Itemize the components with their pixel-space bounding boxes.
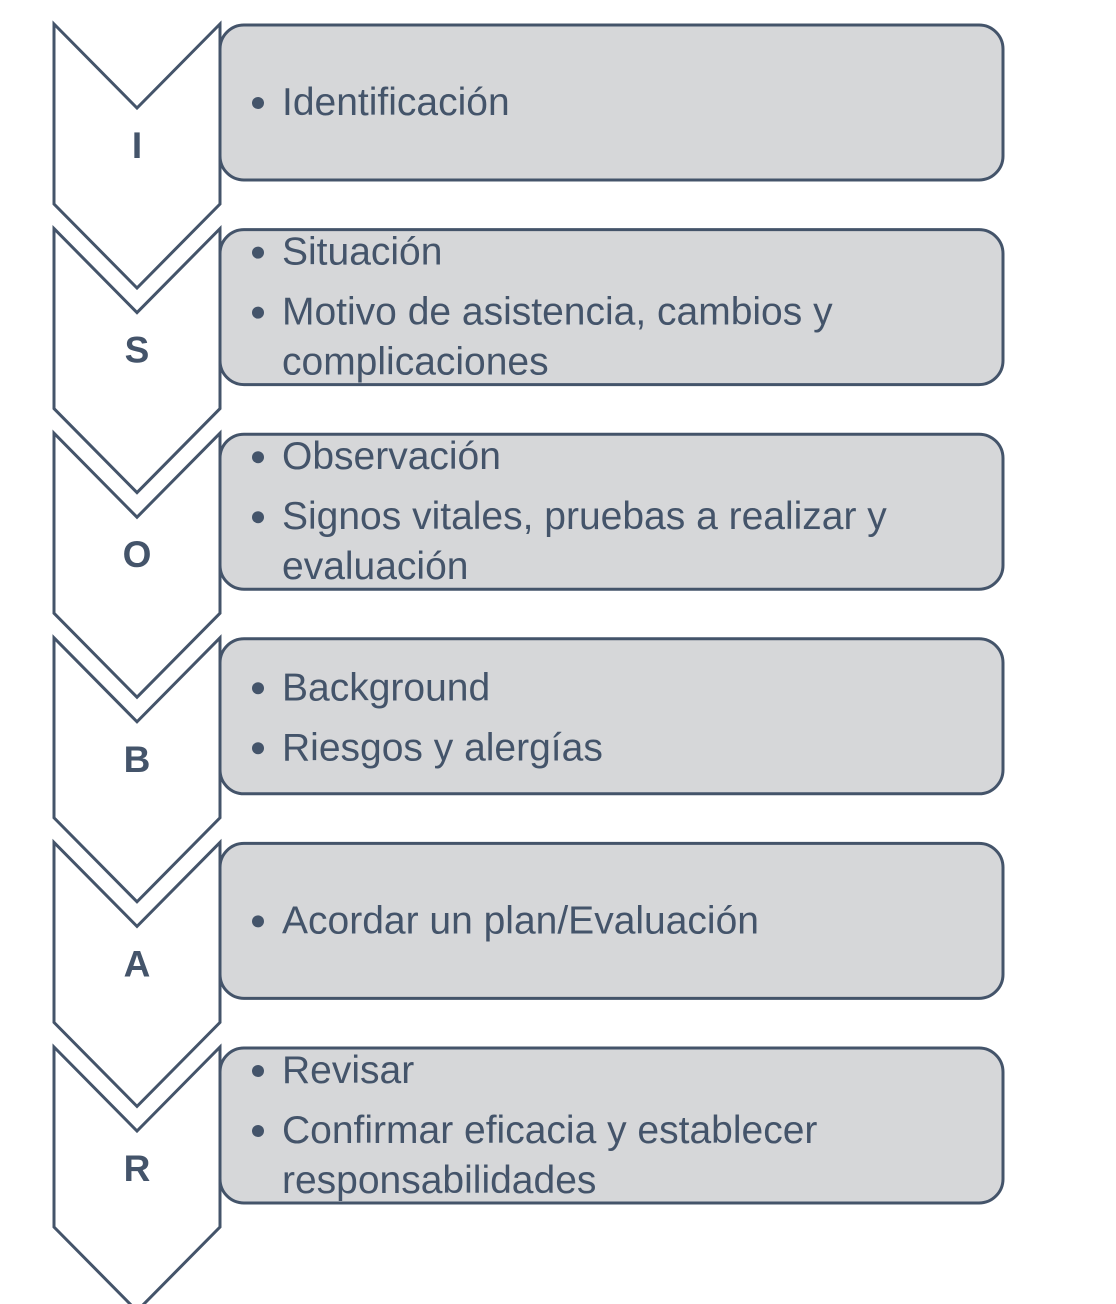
bullet-dot — [252, 1065, 264, 1077]
chevron-letter-b: B — [123, 738, 151, 780]
bullet-text: Identificación — [282, 81, 510, 124]
bullet-dot — [252, 511, 264, 523]
description-column — [220, 25, 1003, 1203]
bullet-text: Observación — [282, 435, 501, 479]
bullet-text: Signos vitales, pruebas a realizar y — [282, 495, 887, 539]
chevron-letter-r: R — [123, 1148, 151, 1189]
bullet-text: Riesgos y alergías — [282, 726, 603, 770]
bullet-dot — [252, 1125, 264, 1137]
bullet-text: Background — [282, 666, 491, 710]
chevron-letter-a: A — [123, 943, 151, 985]
bullet-dot — [252, 451, 264, 463]
step-box-background — [220, 639, 1003, 794]
bullet-dot — [252, 742, 264, 754]
bullet-text: evaluación — [282, 545, 469, 589]
bullet-dot — [252, 97, 264, 109]
bullet-text: Situación — [282, 230, 443, 274]
bullet-text: responsabilidades — [282, 1159, 597, 1202]
bullet-dot — [252, 682, 264, 694]
chevron-column — [54, 24, 220, 1304]
step-box-r — [220, 1048, 1003, 1203]
chevron-letter-i: I — [131, 125, 143, 166]
step-box-o — [220, 434, 1003, 589]
bullet-text: Acordar un plan/Evaluación — [282, 899, 759, 943]
bullet-text: Confirmar eficacia y establecer — [282, 1109, 818, 1152]
bullet-dot — [252, 915, 264, 927]
bullet-dot — [252, 307, 264, 319]
step-box-a — [220, 843, 1003, 998]
chevron-letter-o: O — [122, 534, 152, 576]
step-box-s — [220, 230, 1003, 385]
bullet-text: Motivo de asistencia, cambios y — [282, 290, 833, 334]
bullet-text: Revisar — [282, 1049, 415, 1092]
chevron-letter-s: S — [124, 329, 150, 371]
step-box-i — [220, 25, 1003, 180]
bullet-dot — [252, 247, 264, 259]
bullet-text: complicaciones — [282, 340, 549, 384]
step-box-b — [220, 639, 1003, 794]
